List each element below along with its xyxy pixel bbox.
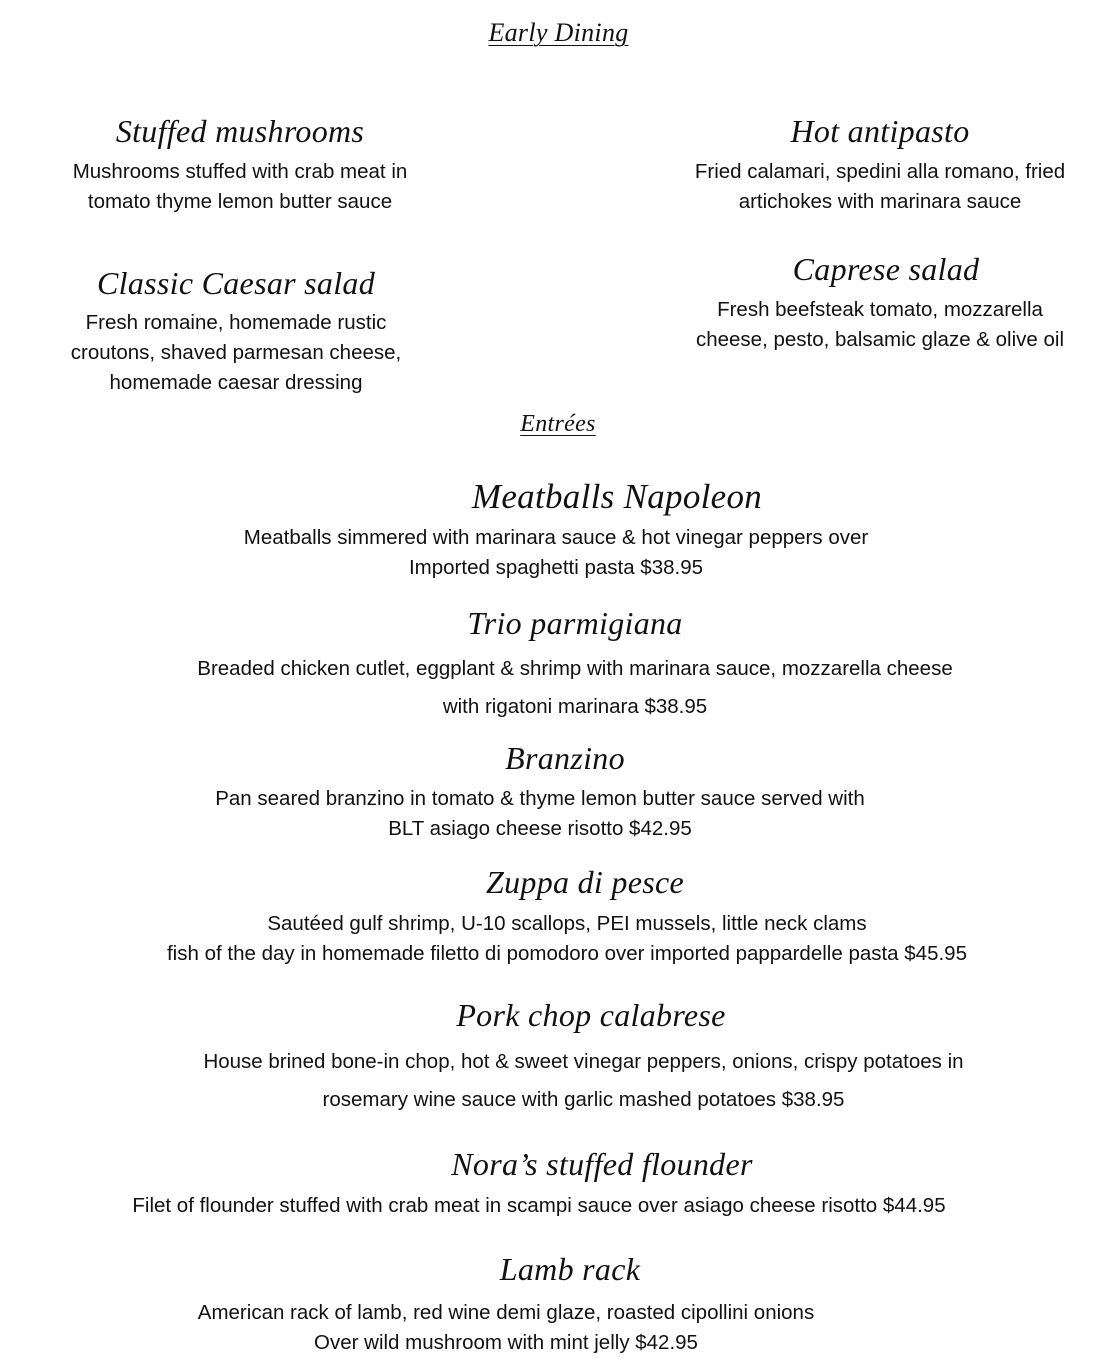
description-line: Fresh beefsteak tomato, mozzarella <box>717 298 1043 321</box>
dish-description-branzino <box>0 784 1080 844</box>
description-line: House brined bone-in chop, hot & sweet vinegar peppers, onions, crispy potatoes in <box>203 1050 964 1073</box>
description-line: Mushrooms stuffed with crab meat in <box>72 160 408 183</box>
dish-name-lamb-rack: Lamb rack <box>499 1251 641 1287</box>
description-line: Pan seared branzino in tomato & thyme lemon butter sauce served with <box>215 787 865 810</box>
dish-description-trio-parmigiana <box>0 650 1117 726</box>
description-line: with rigatoni marinara $38.95 <box>442 695 708 718</box>
section-heading-entrees: Entrées <box>520 411 596 437</box>
description-line: fish of the day in homemade filetto di pomodoro over imported pappardelle pasta $45.95 <box>166 942 967 965</box>
description-line: Imported spaghetti pasta $38.95 <box>408 556 704 579</box>
section-heading-early-dining: Early Dining <box>488 18 629 47</box>
dish-description-zuppa-di-pesce <box>0 909 1117 969</box>
description-line: rosemary wine sauce with garlic mashed potatoes $38.95 <box>322 1088 845 1111</box>
description-line: cheese, pesto, balsamic glaze & olive oil <box>695 328 1065 351</box>
description-line: homemade caesar dressing <box>109 371 363 394</box>
dish-name-meatballs-napoleon: Meatballs Napoleon <box>471 477 763 516</box>
dish-description-noras-stuffed-flounder <box>0 1191 1078 1221</box>
dish-name-trio-parmigiana: Trio parmigiana <box>467 605 683 641</box>
dish-name-stuffed-mushrooms: Stuffed mushrooms <box>115 113 365 149</box>
description-line: BLT asiago cheese risotto $42.95 <box>388 817 692 840</box>
dish-description-meatballs-napoleon <box>0 523 1112 583</box>
dish-name-pork-chop-calabrese: Pork chop calabrese <box>456 997 726 1033</box>
dish-name-caprese-salad: Caprese salad <box>792 251 980 287</box>
description-line: Fresh romaine, homemade rustic <box>85 311 387 334</box>
description-line: artichokes with marinara sauce <box>738 190 1022 213</box>
dish-description-stuffed-mushrooms <box>30 157 450 217</box>
dish-name-zuppa-di-pesce: Zuppa di pesce <box>486 864 684 900</box>
description-line: croutons, shaved parmesan cheese, <box>70 341 402 364</box>
dish-name-classic-caesar-salad: Classic Caesar salad <box>96 265 376 301</box>
description-line: Meatballs simmered with marinara sauce & hot vinegar peppers over <box>243 526 869 549</box>
dish-name-branzino: Branzino <box>505 740 625 776</box>
description-line: Breaded chicken cutlet, eggplant & shrimp with marinara sauce, mozzarella cheese <box>197 657 953 680</box>
description-line: Sautéed gulf shrimp, U-10 scallops, PEI mussels, little neck clams <box>267 912 867 935</box>
dish-name-noras-stuffed-flounder: Nora’s stuffed flounder <box>451 1146 753 1182</box>
dish-description-classic-caesar-salad <box>26 308 446 398</box>
dish-description-pork-chop-calabrese <box>0 1043 1117 1119</box>
description-line: Over wild mushroom with mint jelly $42.95 <box>314 1331 698 1354</box>
description-line: Filet of flounder stuffed with crab meat in scampi sauce over asiago cheese risotto $44.95 <box>132 1194 946 1217</box>
description-line: American rack of lamb, red wine demi glaze, roasted cipollini onions <box>197 1301 815 1324</box>
description-line: tomato thyme lemon butter sauce <box>87 190 393 213</box>
dish-description-hot-antipasto <box>650 157 1110 217</box>
dish-description-caprese-salad <box>650 295 1110 355</box>
dish-name-hot-antipasto: Hot antipasto <box>790 113 970 149</box>
description-line: Fried calamari, spedini alla romano, fried <box>694 160 1066 183</box>
dish-description-lamb-rack <box>0 1298 1012 1358</box>
